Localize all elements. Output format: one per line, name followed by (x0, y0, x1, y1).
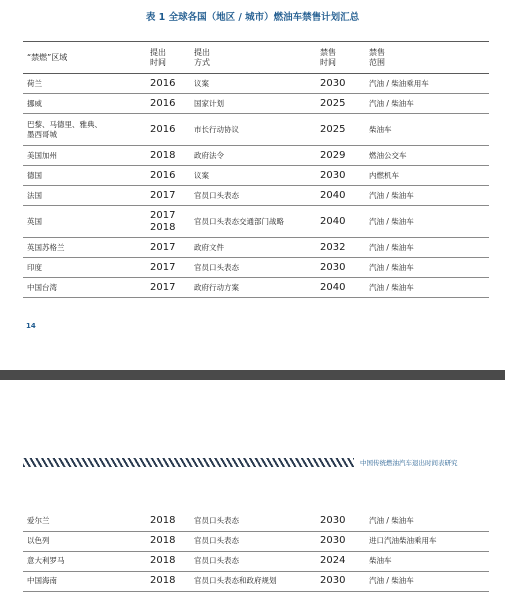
header-ban-year: 禁售 时间 (316, 42, 365, 74)
table-cell: 挪威 (23, 94, 146, 114)
table-cell: 2017 (146, 186, 190, 206)
table-cell: 2030 (316, 531, 365, 551)
table-cell: 官员口头表态交通部门战略 (190, 206, 316, 238)
header-region: “禁燃”区域 (23, 42, 146, 74)
table-cell: 汽油 / 柴油车 (365, 511, 489, 531)
table-title: 表 1 全球各国（地区 / 城市）燃油车禁售计划汇总 (145, 12, 360, 23)
table-row (23, 186, 489, 206)
table-cell: 汽油 / 柴油车 (365, 94, 489, 114)
table-cell: 2018 (146, 146, 190, 166)
table-row (23, 278, 489, 298)
table-cell: 2030 (316, 258, 365, 278)
table-row (23, 238, 489, 258)
table-cell: 意大利罗马 (23, 551, 146, 571)
table-cell: 内燃机车 (365, 166, 489, 186)
table-row (23, 114, 489, 146)
table-cell: 2030 (316, 166, 365, 186)
table-cell: 2040 (316, 206, 365, 238)
table-cell: 2024 (316, 551, 365, 571)
table-row (23, 146, 489, 166)
table-cell: 德国 (23, 166, 146, 186)
header-ban-scope: 禁售 范围 (365, 42, 489, 74)
header-proposal-method: 提出 方式 (190, 42, 316, 74)
table-cell: 2016 (146, 166, 190, 186)
table-row (23, 258, 489, 278)
table-cell: 汽油 / 柴油车 (365, 278, 489, 298)
table-cell: 汽油 / 柴油车 (365, 206, 489, 238)
table-cell: 2017 (146, 278, 190, 298)
table-cell: 2040 (316, 278, 365, 298)
table-cell: 政府法令 (190, 146, 316, 166)
table-cell: 巴黎、马德里、雅典、 墨西哥城 (23, 114, 146, 146)
table-cell: 汽油 / 柴油车 (365, 258, 489, 278)
table-cell: 汽油 / 柴油车 (365, 238, 489, 258)
ban-plan-table-continued (23, 511, 489, 592)
table-row (23, 511, 489, 531)
table-cell: 汽油 / 柴油车 (365, 186, 489, 206)
table-cell: 法国 (23, 186, 146, 206)
ban-plan-table (23, 41, 489, 298)
table-cell: 2030 (316, 511, 365, 531)
table-cell: 2032 (316, 238, 365, 258)
table-cell: 市长行动协议 (190, 114, 316, 146)
table-cell: 2025 (316, 94, 365, 114)
table-cell: 2030 (316, 571, 365, 591)
page-2 (0, 380, 505, 604)
table-row (23, 166, 489, 186)
table-cell: 2016 (146, 114, 190, 146)
hatch-rule (23, 458, 354, 467)
table-cell: 2025 (316, 114, 365, 146)
table-cell: 2018 (146, 511, 190, 531)
table-cell: 中国台湾 (23, 278, 146, 298)
table-cell: 爱尔兰 (23, 511, 146, 531)
table-cell: 2017 2018 (146, 206, 190, 238)
table-cell: 荷兰 (23, 74, 146, 94)
table-cell: 2030 (316, 74, 365, 94)
table-cell: 进口汽油柴油乘用车 (365, 531, 489, 551)
table-cell: 2018 (146, 571, 190, 591)
table-cell: 官员口头表态 (190, 531, 316, 551)
table-cell: 美国加州 (23, 146, 146, 166)
table-cell: 汽油 / 柴油乘用车 (365, 74, 489, 94)
table-header-row (23, 42, 489, 74)
table-row (23, 206, 489, 238)
table-cell: 国家计划 (190, 94, 316, 114)
table-cell: 2018 (146, 551, 190, 571)
table-cell: 以色列 (23, 531, 146, 551)
table-cell: 英国 (23, 206, 146, 238)
header-proposal-year: 提出 时间 (146, 42, 190, 74)
table-cell: 印度 (23, 258, 146, 278)
table-cell: 官员口头表态和政府规划 (190, 571, 316, 591)
table-cell: 官员口头表态 (190, 551, 316, 571)
table-cell: 2040 (316, 186, 365, 206)
table-cell: 2016 (146, 94, 190, 114)
table-row (23, 94, 489, 114)
running-header: 中国传统燃油汽车退出时间表研究 (360, 459, 458, 467)
table-cell: 中国海南 (23, 571, 146, 591)
table-cell: 官员口头表态 (190, 186, 316, 206)
table-cell: 2029 (316, 146, 365, 166)
page-divider (0, 370, 505, 380)
table-row (23, 571, 489, 591)
table-cell: 官员口头表态 (190, 258, 316, 278)
table-cell: 柴油车 (365, 551, 489, 571)
table-cell: 英国苏格兰 (23, 238, 146, 258)
table-cell: 官员口头表态 (190, 511, 316, 531)
table-cell: 汽油 / 柴油车 (365, 571, 489, 591)
table-cell: 政府文件 (190, 238, 316, 258)
table-cell: 2018 (146, 531, 190, 551)
table-cell: 政府行动方案 (190, 278, 316, 298)
table-cell: 2017 (146, 258, 190, 278)
page-number: 14 (26, 322, 36, 330)
table-cell: 2016 (146, 74, 190, 94)
table-cell: 议案 (190, 166, 316, 186)
table-cell: 燃油公交车 (365, 146, 489, 166)
table-cell: 2017 (146, 238, 190, 258)
table-row (23, 551, 489, 571)
table-cell: 柴油车 (365, 114, 489, 146)
table-row (23, 74, 489, 94)
table-row (23, 531, 489, 551)
table-cell: 议案 (190, 74, 316, 94)
